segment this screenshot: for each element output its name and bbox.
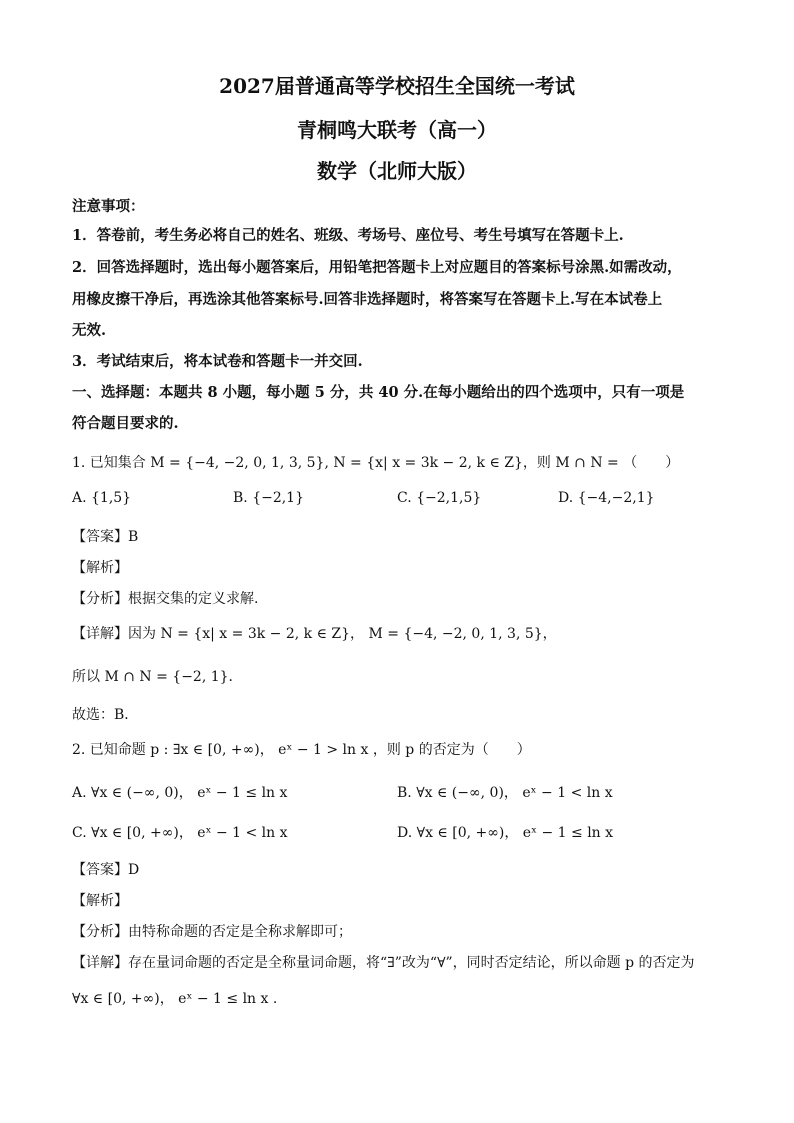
- question-1-option-d: D. {−4,−2,1}: [558, 490, 655, 506]
- question-1-detail: 【详解】因为 N = {x| x = 3k − 2, k ∈ Z}， M = {−4, −2, 0, 1, 3, 5}，: [72, 626, 557, 642]
- exam-subtitle: 青桐鸣大联考（高一）: [297, 118, 497, 142]
- question-2-option-b: B. ∀x ∈ (−∞, 0)， eˣ − 1 < ln x: [397, 785, 613, 801]
- question-1-stem: 1. 已知集合 M = {−4, −2, 0, 1, 3, 5}, N = {x| x = 3k − 2, k ∈ Z}，则 M ∩ N = （ ）: [72, 455, 680, 471]
- question-2-analysis: 【分析】由特称命题的否定是全称求解即可；: [72, 924, 352, 940]
- question-1-analysis-label: 【解析】: [72, 560, 128, 576]
- question-2-answer: 【答案】D: [72, 862, 140, 878]
- question-2-detail-formula: ∀x ∈ [0, +∞)， eˣ − 1 ≤ ln x .: [72, 991, 278, 1007]
- question-1-analysis: 【分析】根据交集的定义求解.: [72, 591, 259, 607]
- question-2-detail: 【详解】存在量词命题的否定是全称量词命题，将“∃”改为“∀”，同时否定结论，所以命题 p 的否定为: [72, 955, 695, 971]
- question-2-stem: 2. 已知命题 p : ∃x ∈ [0, +∞)， eˣ − 1 > ln x ，则 p 的否定为（ ）: [72, 742, 531, 758]
- question-1-answer: 【答案】B: [72, 529, 139, 545]
- subject-title: 数学（北师大版）: [317, 159, 477, 183]
- question-1-option-b: B. {−2,1}: [233, 490, 304, 506]
- question-1-conclusion: 所以 M ∩ N = {−2, 1}．: [72, 669, 243, 685]
- question-1-option-c: C. {−2,1,5}: [397, 490, 482, 506]
- notice-item-2-line-1: 2．回答选择题时，选出每小题答案后，用铅笔把答题卡上对应题目的答案标号涂黑.如需改动，: [72, 259, 682, 276]
- question-2-option-a: A. ∀x ∈ (−∞, 0)， eˣ − 1 ≤ ln x: [72, 785, 288, 801]
- question-1-choice: 故选：B．: [72, 707, 139, 723]
- question-2-option-d: D. ∀x ∈ [0, +∞)， eˣ − 1 ≤ ln x: [397, 825, 614, 841]
- question-2-analysis-label: 【解析】: [72, 893, 128, 909]
- section-heading-line-1: 一、选择题：本题共 8 小题，每小题 5 分，共 40 分.在每小题给出的四个选项中，只有一项是: [72, 384, 685, 401]
- exam-title: 2027届普通高等学校招生全国统一考试: [219, 74, 575, 98]
- notice-item-1: 1．答卷前，考生务必将自己的姓名、班级、考场号、座位号、考生号填写在答题卡上.: [72, 227, 624, 244]
- notice-item-3: 3．考试结束后，将本试卷和答题卡一并交回.: [72, 353, 363, 370]
- question-2-option-c: C. ∀x ∈ [0, +∞)， eˣ − 1 < ln x: [72, 825, 288, 841]
- section-heading-line-2: 符合题目要求的.: [72, 415, 179, 432]
- notice-item-2-line-2: 用橡皮擦干净后，再选涂其他答案标号.回答非选择题时，将答案写在答题卡上.写在本试卷上: [72, 291, 663, 308]
- question-1-option-a: A. {1,5}: [72, 490, 132, 506]
- notice-heading: 注意事项：: [72, 198, 145, 215]
- notice-item-2-line-3: 无效.: [72, 322, 107, 339]
